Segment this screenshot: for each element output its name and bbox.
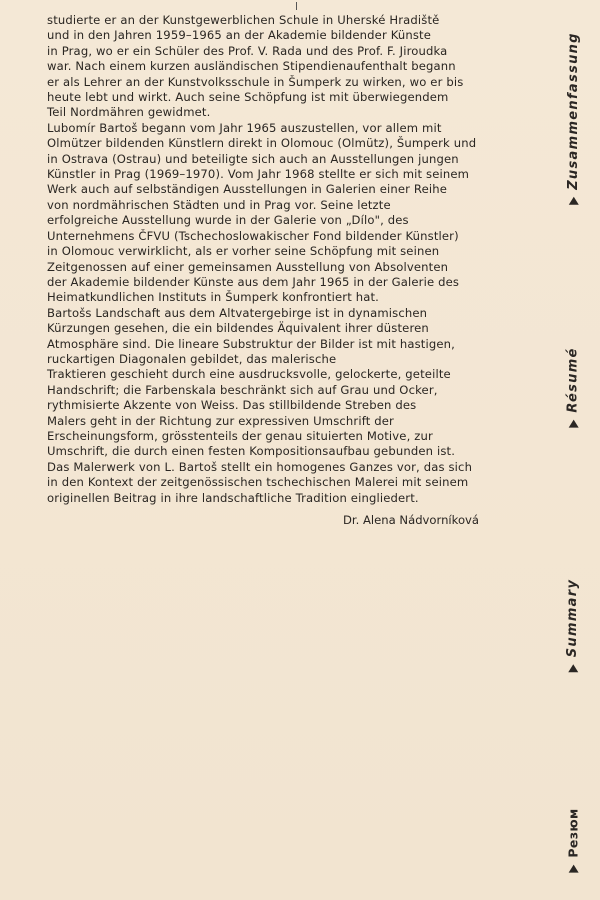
side-tab-label: Резюм bbox=[565, 807, 581, 858]
text-line: Bartošs Landschaft aus dem Altvatergebirge ist in dynamischen bbox=[47, 305, 428, 320]
body-text bbox=[47, 13, 495, 506]
triangle-marker-icon bbox=[568, 420, 578, 428]
text-line: rythmisierte Akzente von Weiss. Das stillbildende Streben des bbox=[47, 398, 417, 413]
side-tab-resume[interactable] bbox=[562, 345, 584, 430]
text-line: Traktieren geschieht durch eine ausdrucksvolle, gelockerte, geteilte bbox=[47, 367, 451, 382]
text-line: in den Kontext der zeitgenössischen tschechischen Malerei mit seinem bbox=[47, 475, 469, 490]
text-line: Zeitgenossen auf einer gemeinsamen Ausstellung von Absolventen bbox=[47, 259, 449, 274]
side-tab-zusammenfassung[interactable] bbox=[562, 8, 584, 228]
triangle-marker-icon bbox=[568, 664, 578, 672]
text-line: Werk auch auf selbständigen Ausstellungen in Galerien einer Reihe bbox=[47, 182, 448, 197]
text-line: Handschrift; die Farbenskala beschränkt sich auf Grau und Ocker, bbox=[47, 382, 438, 397]
text-line: Das Malerwerk von L. Bartoš stellt ein homogenes Ganzes vor, das sich bbox=[47, 459, 473, 474]
text-line: Künstler in Prag (1969–1970). Vom Jahr 1968 stellte er sich mit seinem bbox=[47, 167, 470, 182]
text-line: Heimatkundlichen Instituts in Šumperk konfrontiert hat. bbox=[47, 290, 380, 305]
side-tab-label: Résumé bbox=[565, 347, 581, 413]
text-line: und in den Jahren 1959–1965 an der Akademie bildender Künste bbox=[47, 28, 432, 43]
text-line: originellen Beitrag in ihre landschaftliche Tradition eingliedert. bbox=[47, 490, 419, 505]
text-line: Unternehmens ČFVU (Tschechoslowakischer Fond bildender Künstler) bbox=[47, 228, 459, 243]
page-crop-mark bbox=[296, 2, 297, 10]
text-line: Atmosphäre sind. Die lineare Substruktur der Bilder ist mit hastigen, bbox=[47, 336, 455, 351]
text-line: Teil Nordmähren gewidmet. bbox=[47, 105, 211, 120]
text-line: in Prag, wo er ein Schüler des Prof. V. Rada und des Prof. F. Jiroudka bbox=[47, 43, 448, 58]
text-line: Olmützer bildenden Künstlern direkt in Olomouc (Olmütz), Šumperk und bbox=[47, 136, 477, 151]
text-line: in Olomouc verwirklicht, als er vorher seine Schöpfung mit seinen bbox=[47, 244, 440, 259]
text-line: Lubomír Bartoš begann vom Jahr 1965 auszustellen, vor allem mit bbox=[47, 120, 442, 135]
text-line: Kürzungen gesehen, die ein bildendes Äquivalent ihrer düsteren bbox=[47, 321, 429, 336]
text-line: Umschrift, die durch einen festen Kompositionsaufbau gebunden ist. bbox=[47, 444, 456, 459]
triangle-marker-icon bbox=[568, 196, 578, 204]
text-line: der Akademie bildender Künste aus dem Jahr 1965 in der Galerie des bbox=[47, 274, 460, 289]
triangle-marker-icon bbox=[568, 864, 578, 872]
text-line: er als Lehrer an der Kunstvolksschule in Šumperk zu wirken, wo er bis bbox=[47, 74, 464, 89]
side-tab-label: Zusammenfassung bbox=[565, 31, 581, 190]
text-line: erfolgreiche Ausstellung wurde in der Galerie von „Dílo", des bbox=[47, 213, 409, 228]
side-tab-rezyum[interactable] bbox=[562, 795, 584, 885]
text-line: in Ostrava (Ostrau) und beteiligte sich auch an Ausstellungen jungen bbox=[47, 151, 459, 166]
text-line: Malers geht in der Richtung zur expressiven Umschrift der bbox=[47, 413, 394, 428]
side-tab-label: Summary bbox=[565, 578, 581, 657]
text-line: ruckartigen Diagonalen gebildet, das malerische bbox=[47, 351, 337, 366]
side-tab-summary[interactable] bbox=[562, 565, 584, 685]
text-line: von nordmährischen Städten und in Prag vor. Seine letzte bbox=[47, 197, 391, 212]
text-line: studierte er an der Kunstgewerblichen Schule in Uherské Hradiště bbox=[47, 13, 440, 27]
author-signature: Dr. Alena Nádvorníková bbox=[343, 513, 480, 527]
text-line: heute lebt und wirkt. Auch seine Schöpfung ist mit überwiegendem bbox=[47, 90, 449, 105]
text-line: war. Nach einem kurzen ausländischen Stipendienaufenthalt begann bbox=[47, 59, 456, 74]
text-line: Erscheinungsform, grösstenteils der genau situierten Motive, zur bbox=[47, 428, 433, 443]
